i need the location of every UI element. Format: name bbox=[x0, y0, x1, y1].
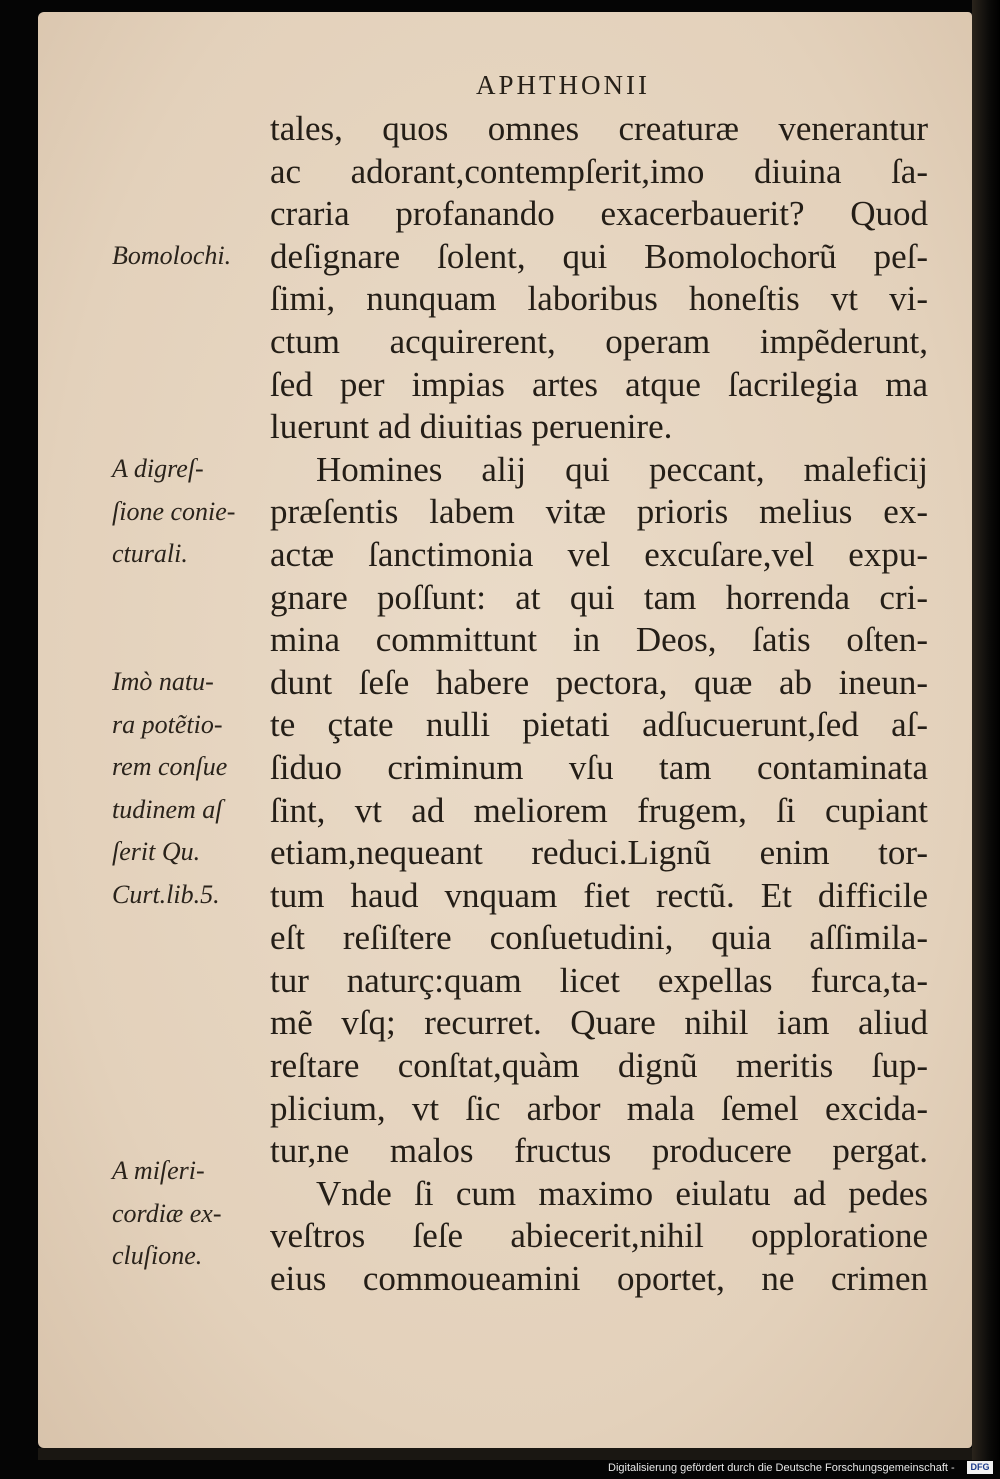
margin-note-mercy bbox=[112, 1150, 302, 1278]
text-line: ſimi, nunquam laboribus honeſtis vt vi- bbox=[270, 279, 928, 319]
margin-note-line: cordiæ ex- bbox=[112, 1198, 222, 1228]
text-line: tum haud vnquam fiet rectũ. Et difficile bbox=[270, 875, 928, 915]
book-edge-right bbox=[972, 0, 1000, 1460]
text-line: eius commoueamini oportet, ne crimen bbox=[270, 1259, 928, 1299]
text-line: tur naturç:quam licet expellas furca,ta- bbox=[270, 960, 928, 1000]
margin-note-digression bbox=[112, 448, 302, 576]
text-line: dunt ſeſe habere pectora, quæ ab ineun- bbox=[270, 662, 928, 702]
margin-note-line: Bomolochi. bbox=[112, 241, 232, 270]
text-line: reſtare conſtat,quàm dignũ meritis ſup- bbox=[270, 1046, 928, 1086]
margin-note-line: cturali. bbox=[112, 539, 188, 569]
text-line: mina committunt in Deos, ſatis oſten- bbox=[270, 620, 928, 660]
body-text bbox=[270, 108, 928, 1301]
text-line: craria profanando exacerbauerit? Quod bbox=[270, 194, 928, 234]
margin-note-line: tudinem aſ bbox=[112, 794, 223, 824]
text-line: plicium, vt ſic arbor mala ſemel excida- bbox=[270, 1088, 928, 1128]
margin-note-line: A miſeri- bbox=[112, 1156, 205, 1185]
margin-note-nature bbox=[112, 661, 302, 917]
margin-note-line: ſerit Qu. bbox=[112, 837, 201, 867]
margin-note-line: A digreſ- bbox=[112, 454, 204, 483]
text-line: actæ ſanctimonia vel excuſare,vel expu- bbox=[270, 534, 928, 574]
text-line: ſed per impias artes atque ſacrilegia ma bbox=[270, 364, 928, 404]
text-line: præſentis labem vitæ prioris melius ex- bbox=[270, 492, 928, 532]
text-line: te çtate nulli pietati adſucuerunt,ſed aſ- bbox=[270, 705, 928, 745]
text-line: luerunt ad diuitias peruenire. bbox=[270, 407, 673, 447]
text-line: ctum acquirerent, operam impẽderunt, bbox=[270, 321, 928, 361]
running-head: APHTHONII bbox=[476, 70, 650, 100]
margin-note-line: Curt.lib.5. bbox=[112, 879, 220, 909]
margin-note-line: rem conſue bbox=[112, 752, 228, 782]
book-edge-bottom bbox=[38, 1448, 972, 1460]
text-line: ac adorant,contempſerit,imo diuina ſa- bbox=[270, 151, 928, 191]
text-line: eſt reſiſtere conſuetudini, quia aſſimila- bbox=[270, 918, 928, 958]
text-line: Vnde ſi cum maximo eiulatu ad pedes bbox=[316, 1173, 928, 1213]
margin-note-bomolochi bbox=[112, 235, 302, 278]
text-line: etiam,nequeant reduci.Lignũ enim tor- bbox=[270, 833, 928, 873]
text-line: ſint, vt ad meliorem frugem, ſi cupiant bbox=[270, 790, 928, 830]
text-line: gnare poſſunt: at qui tam horrenda cri- bbox=[270, 577, 928, 617]
dfg-logo-icon: DFG bbox=[967, 1461, 993, 1474]
digitization-credit: Digitalisierung gefördert durch die Deutsche Forschungsgemeinschaft - bbox=[608, 1462, 955, 1474]
text-line: Homines alij qui peccant, maleficij bbox=[316, 449, 928, 489]
text-line: ſiduo criminum vſu tam contaminata bbox=[270, 747, 928, 787]
margin-note-line: cluſione. bbox=[112, 1241, 203, 1271]
book-page bbox=[38, 12, 972, 1448]
text-line: veſtros ſeſe abiecerit,nihil opploratione bbox=[270, 1216, 928, 1256]
text-line: tales, quos omnes creaturæ venerantur bbox=[270, 109, 928, 148]
margin-note-line: ra potẽtio- bbox=[112, 709, 223, 739]
margin-note-line: Imò natu- bbox=[112, 667, 214, 696]
text-line: deſignare ſolent, qui Bomolochorũ peſ- bbox=[270, 236, 928, 276]
text-line: mẽ vſq; recurret. Quare nihil iam aliud bbox=[270, 1003, 928, 1043]
text-line: tur,ne malos fructus producere pergat. bbox=[270, 1131, 928, 1171]
margin-note-line: ſione conie- bbox=[112, 496, 236, 526]
